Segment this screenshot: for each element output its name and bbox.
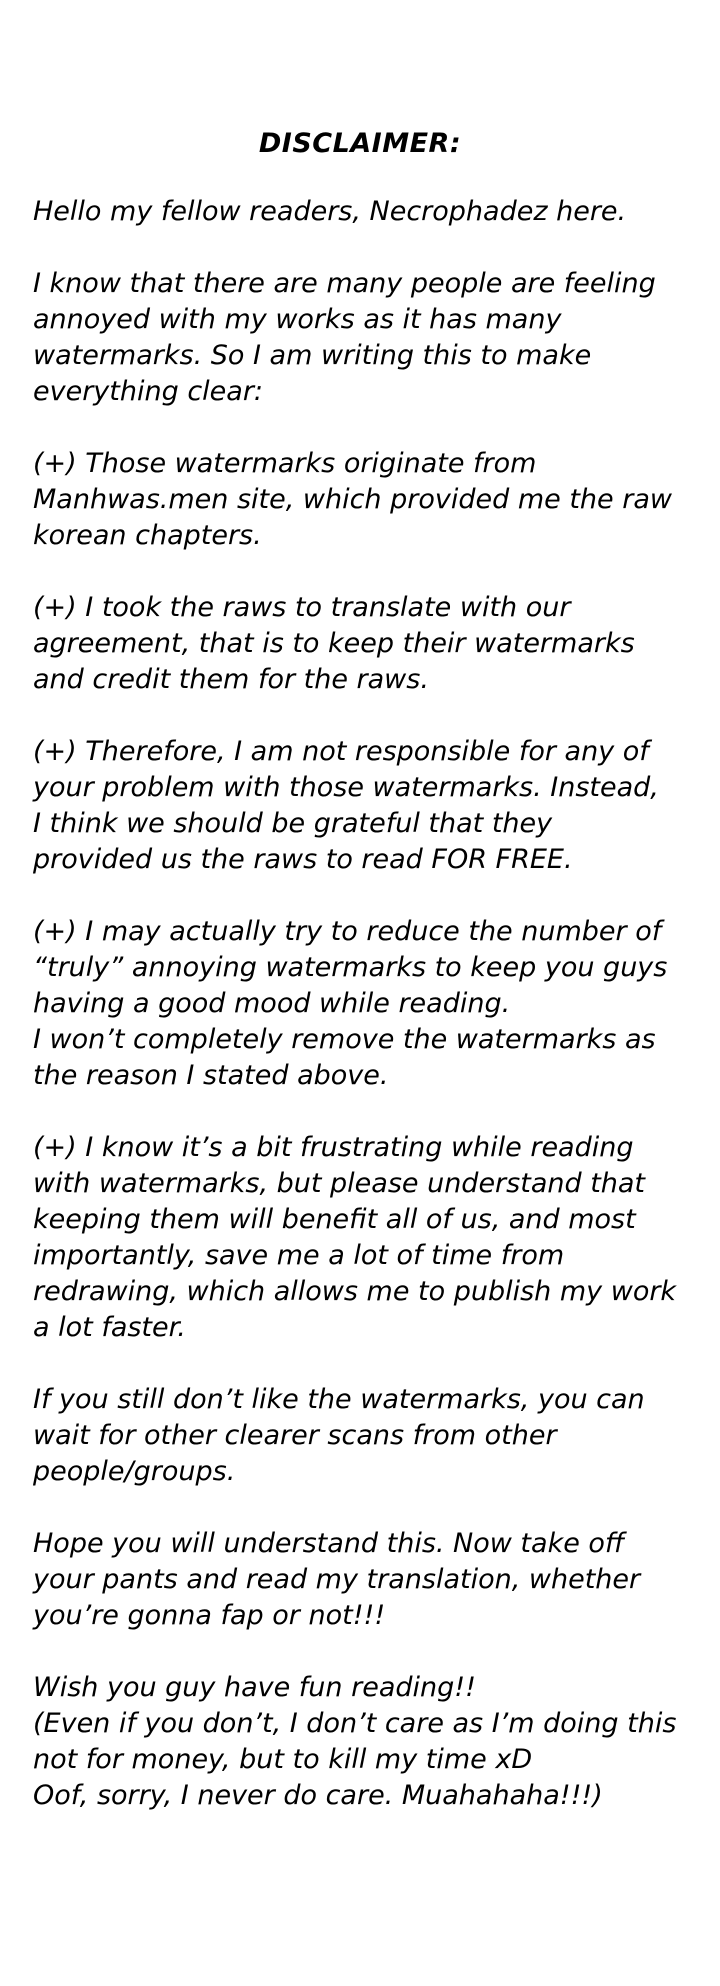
text-line: your problem with those watermarks. Instead,: [33, 772, 659, 803]
paragraph-closing: [33, 1526, 703, 1634]
text-line: (Even if you don’t, I don’t care as I’m doing this: [33, 1708, 677, 1739]
text-line: (+) I took the raws to translate with our: [33, 592, 571, 623]
text-line: (+) Therefore, I am not responsible for any of: [33, 736, 649, 767]
text-line: watermarks. So I am writing this to make: [33, 340, 592, 371]
text-line: not for money, but to kill my time xD: [33, 1744, 533, 1775]
text-line: your pants and read my translation, whether: [33, 1564, 641, 1595]
text-line: you’re gonna fap or not!!!: [33, 1600, 386, 1631]
paragraph-point-5: [33, 1130, 703, 1346]
text-line: I won’t completely remove the watermarks as: [33, 1024, 656, 1055]
text-line: Wish you guy have fun reading!!: [33, 1672, 476, 1703]
text-line: keeping them will benefit all of us, and most: [33, 1204, 636, 1235]
text-line: Manhwas.men site, which provided me the raw: [33, 484, 672, 515]
text-line: (+) I may actually try to reduce the number of: [33, 916, 662, 947]
text-line: with watermarks, but please understand that: [33, 1168, 646, 1199]
text-line: a lot faster.: [33, 1312, 186, 1343]
text-line: “truly” annoying watermarks to keep you guys: [33, 952, 668, 983]
paragraph-alternative: [33, 1382, 703, 1490]
paragraph-signoff: [33, 1670, 703, 1814]
text-line: wait for other clearer scans from other: [33, 1420, 557, 1451]
text-line: Oof, sorry, I never do care. Muahahaha!!!): [33, 1780, 603, 1811]
text-line: everything clear:: [33, 376, 264, 407]
text-line: annoyed with my works as it has many: [33, 304, 562, 335]
text-line: people/groups.: [33, 1456, 236, 1487]
text-line: korean chapters.: [33, 520, 262, 551]
text-line: importantly, save me a lot of time from: [33, 1240, 565, 1271]
text-line: redrawing, which allows me to publish my work: [33, 1276, 677, 1307]
paragraph-point-4: [33, 914, 703, 1094]
text-line: (+) Those watermarks originate from: [33, 448, 537, 479]
paragraph-point-3: [33, 734, 703, 878]
paragraph-point-2: [33, 590, 703, 698]
text-line: the reason I stated above.: [33, 1060, 389, 1091]
text-line: I know that there are many people are feeling: [33, 268, 656, 299]
text-line: Hello my fellow readers, Necrophadez here.: [33, 196, 627, 227]
text-line: agreement, that is to keep their watermarks: [33, 628, 635, 659]
text-line: and credit them for the raws.: [33, 664, 429, 695]
paragraph-point-1: [33, 446, 703, 554]
text-line: (+) I know it’s a bit frustrating while reading: [33, 1132, 634, 1163]
paragraph-greeting: [33, 194, 703, 230]
disclaimer-body: [33, 194, 703, 1850]
text-line: If you still don’t like the watermarks, you can: [33, 1384, 645, 1415]
text-line: I think we should be grateful that they: [33, 808, 553, 839]
page-title: DISCLAIMER:: [258, 128, 462, 159]
paragraph-intro: [33, 266, 703, 410]
text-line: provided us the raws to read FOR FREE.: [33, 844, 573, 875]
text-line: having a good mood while reading.: [33, 988, 511, 1019]
text-line: Hope you will understand this. Now take off: [33, 1528, 625, 1559]
